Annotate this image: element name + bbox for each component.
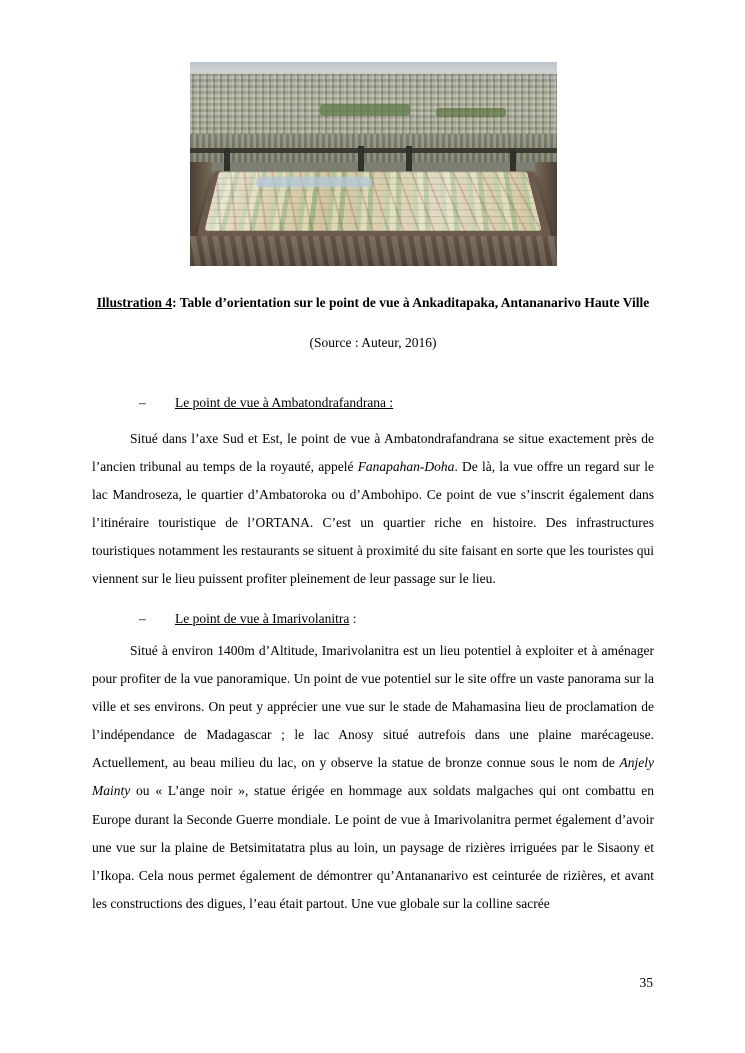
photo-map-markings — [204, 172, 542, 231]
paragraph-part-1: Situé dans l’axe Sud et Est, le point de vue à Ambatondrafandrana se situe exactement près de l’ancien tribunal au temps de la royauté, appelé — [92, 430, 654, 474]
section-heading-suffix: : — [349, 611, 357, 627]
photo-map-water — [254, 177, 372, 188]
photo-orientation-table-map — [204, 172, 542, 231]
paragraph-part-3: . De là, la vue offre un regard sur le lac Mandroseza, le quartier d’Ambatoroka ou d’Ambohipo. Ce point de vue s’inscrit également dans l’itinéraire touristique de l’ORTANA. C’est un quartier riche en histoire. Des infrastructures touristiques notamment les restaurants se situent à proximité du site faisant en sorte que les touristes qui viennent sur le lieu puissent profiter pleinement de leur passage sur le lieu. — [92, 458, 654, 586]
italic-term-anjely-mainty: Anjely Mainty — [92, 755, 654, 799]
photo-green-area-1 — [320, 104, 410, 116]
paragraph-ambatondrafandrana — [92, 425, 654, 593]
italic-term-fanapahan-doha: Fanapahan-Doha — [357, 458, 455, 474]
figure-block — [92, 62, 654, 351]
page-number: 35 — [639, 975, 653, 990]
paragraph-part-1: Situé à environ 1400m d’Altitude, Imarivolanitra est un lieu potentiel à exploiter et à aménager pour profiter de la vue panoramique. Un point de vue potentiel sur le site offre un vaste panorama sur la ville et ses environs. On peut y apprécier une vue sur le stade de Mahamasina lieu de proclamation de l’indépendance de Madagascar ; le lac Anosy situé autrefois dans une plaine marécageuse. Actuellement, au beau milieu du lac, on y observe la statue de bronze connue sous le nom de — [92, 643, 654, 771]
figure-caption-label: Illustration 4 — [96, 295, 173, 310]
photo-foreground-stone — [190, 236, 557, 266]
photo-railing — [190, 148, 557, 153]
bullet-dash: – — [139, 394, 146, 410]
section-heading-text: Le point de vue à Imarivolanitra — [175, 611, 350, 627]
photo-green-area-2 — [436, 108, 506, 117]
paragraph-part-3: ou « L’ange noir », statue érigée en hommage aux soldats malgaches qui ont combattu en Europe durant la Seconde Guerre mondiale. Le point de vue à Imarivolanitra permet également d’avoir une vue sur la plaine de Betsimitatatra plus au loin, un paysage de rizières irriguées par le Sisaony et l’Ikopa. Cela nous permet également de démontrer qu’Antananarivo est ceinturée de rizières, et avant les constructions des digues, l’eau était partout. Une vue globale sur la colline sacrée — [92, 783, 654, 911]
figure-source: (Source : Auteur, 2016) — [309, 334, 437, 350]
bullet-dash: – — [139, 611, 146, 627]
page-content — [92, 0, 654, 918]
figure-caption-text: : Table d’orientation sur le point de vue à Ankaditapaka, Antananarivo Haute Ville — [172, 295, 650, 310]
section-heading-imarivolanitra — [92, 611, 654, 627]
section-heading-ambatondrafandrana — [92, 395, 654, 411]
section-heading-text: Le point de vue à Ambatondrafandrana : — [175, 394, 394, 410]
illustration-photo — [190, 62, 557, 266]
paragraph-imarivolanitra — [92, 637, 654, 918]
figure-caption — [92, 293, 654, 313]
